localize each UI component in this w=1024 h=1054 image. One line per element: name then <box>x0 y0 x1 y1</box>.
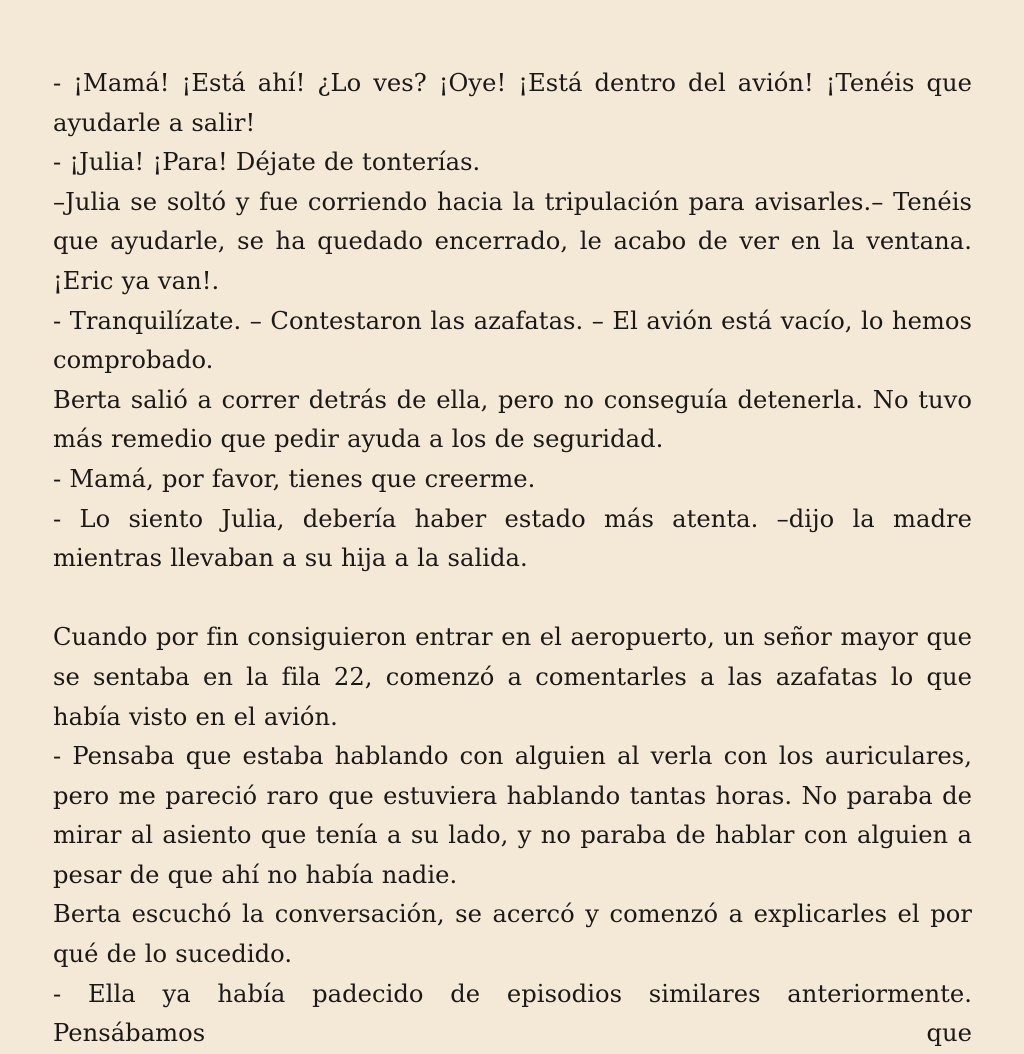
paragraph-10: Berta escuchó la conversación, se acercó y comenzó a explicarles el por qué de lo sucedido. <box>53 900 972 969</box>
paragraph-11: - Ella ya había padecido de episodios similares anteriormente. Pensábamos que <box>53 979 972 1048</box>
paragraph-7: - Lo siento Julia, debería haber estado más atenta. –dijo la madre mientras llevaban a su hija a la salida. <box>53 504 972 573</box>
paragraph-5: Berta salió a correr detrás de ella, pero no conseguía detenerla. No tuvo más remedio que pedir ayuda a los de seguridad. <box>53 385 972 454</box>
paragraph-9: - Pensaba que estaba hablando con alguien al verla con los auriculares, pero me pareció raro que estuviera hablando tantas horas. No paraba de mirar al asiento que tenía a su lado, y no paraba de hablar con alguien a pesar de que ahí no había nadie. <box>53 742 972 889</box>
paragraph-1: - ¡Mamá! ¡Está ahí! ¿Lo ves? ¡Oye! ¡Está dentro del avión! ¡Tenéis que ayudarle a salir! <box>53 69 972 137</box>
paragraph-4: - Tranquilízate. – Contestaron las azafatas. – El avión está vacío, lo hemos comprobado. <box>53 306 972 375</box>
paragraph-8: Cuando por fin consiguieron entrar en el aeropuerto, un señor mayor que se sentaba en la fila 22, comenzó a comentarles a las azafatas lo que había visto en el avión. <box>53 623 972 731</box>
paragraph-6: - Mamá, por favor, tienes que creerme. <box>53 464 536 493</box>
paragraph-2: - ¡Julia! ¡Para! Déjate de tonterías. <box>53 148 481 177</box>
story-text <box>53 64 972 1054</box>
paragraph-gap <box>53 579 972 619</box>
paragraph-3: –Julia se soltó y fue corriendo hacia la tripulación para avisarles.– Tenéis que ayudarle, se ha quedado encerrado, le acabo de ver en la ventana. ¡Eric ya van!. <box>53 187 972 295</box>
